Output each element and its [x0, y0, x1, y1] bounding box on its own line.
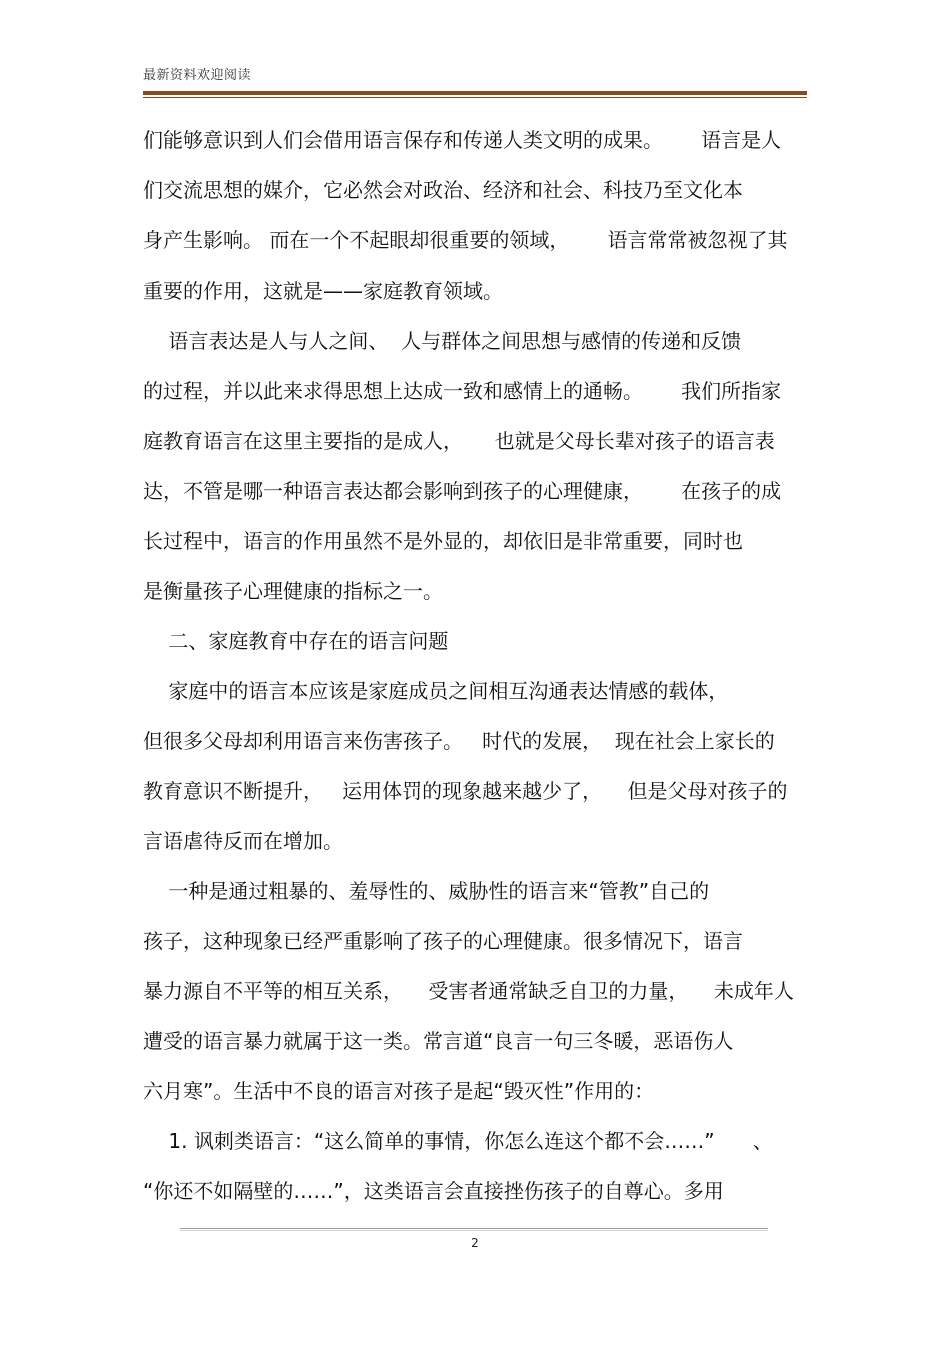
header-rule-thin [143, 97, 807, 98]
text-line: 是衡量孩子心理健康的指标之一。 [143, 579, 443, 603]
text-line: 长过程中，语言的作用虽然不是外显的，却依旧是非常重要，同时也 [143, 529, 743, 553]
text-line: 一种是通过粗暴的、羞辱性的、威胁性的语言来“管教”自己的 [143, 879, 710, 903]
text-line: 六月寒”。生活中不良的语言对孩子是起“毁灭性”作用的： [143, 1079, 655, 1103]
text-line: 们能够意识到人们会借用语言保存和传递人类文明的成果。 语言是人 [143, 128, 782, 152]
running-header: 最新资料欢迎阅读 [143, 68, 252, 83]
text-line: 家庭中的语言本应该是家庭成员之间相互沟通表达情感的载体， [143, 679, 729, 703]
page-number: 2 [471, 1236, 479, 1250]
text-line: 1. 讽刺类语言：“这么简单的事情，你怎么连这个都不会……” 、 [143, 1129, 773, 1153]
text-line: 达，不管是哪一种语言表达都会影响到孩子的心理健康， 在孩子的成 [143, 479, 782, 503]
text-line: 暴力源自不平等的相互关系， 受害者通常缺乏自卫的力量， 未成年人 [143, 979, 794, 1003]
text-line: 重要的作用，这就是——家庭教育领域。 [143, 279, 503, 303]
text-line: 孩子，这种现象已经严重影响了孩子的心理健康。很多情况下，语言 [143, 929, 743, 953]
text-line: 身产生影响。 而在一个不起眼却很重要的领域， 语言常常被忽视了其 [143, 228, 788, 252]
text-line: 庭教育语言在这里主要指的是成人， 也就是父母长辈对孩子的语言表 [143, 429, 775, 453]
text-line: 的过程，并以此来求得思想上达成一致和感情上的通畅。 我们所指家 [143, 379, 782, 403]
text-line: “你还不如隔壁的……”，这类语言会直接挫伤孩子的自尊心。多用 [143, 1179, 724, 1203]
text-line: 言语虐待反而在增加。 [143, 829, 343, 853]
footer-rule [180, 1228, 768, 1229]
text-line: 语言表达是人与人之间、 人与群体之间思想与感情的传递和反馈 [143, 329, 742, 353]
header-rule-thick [143, 91, 807, 95]
text-line: 教育意识不断提升， 运用体罚的现象越来越少了， 但是父母对孩子的 [143, 779, 788, 803]
section-heading: 二、家庭教育中存在的语言问题 [143, 629, 449, 653]
footer-rule-shadow [180, 1230, 768, 1231]
text-line: 们交流思想的媒介，它必然会对政治、经济和社会、科技乃至文化本 [143, 178, 743, 202]
text-line: 遭受的语言暴力就属于这一类。常言道“良言一句三冬暖，恶语伤人 [143, 1029, 734, 1053]
text-line: 但很多父母却利用语言来伤害孩子。 时代的发展， 现在社会上家长的 [143, 729, 775, 753]
